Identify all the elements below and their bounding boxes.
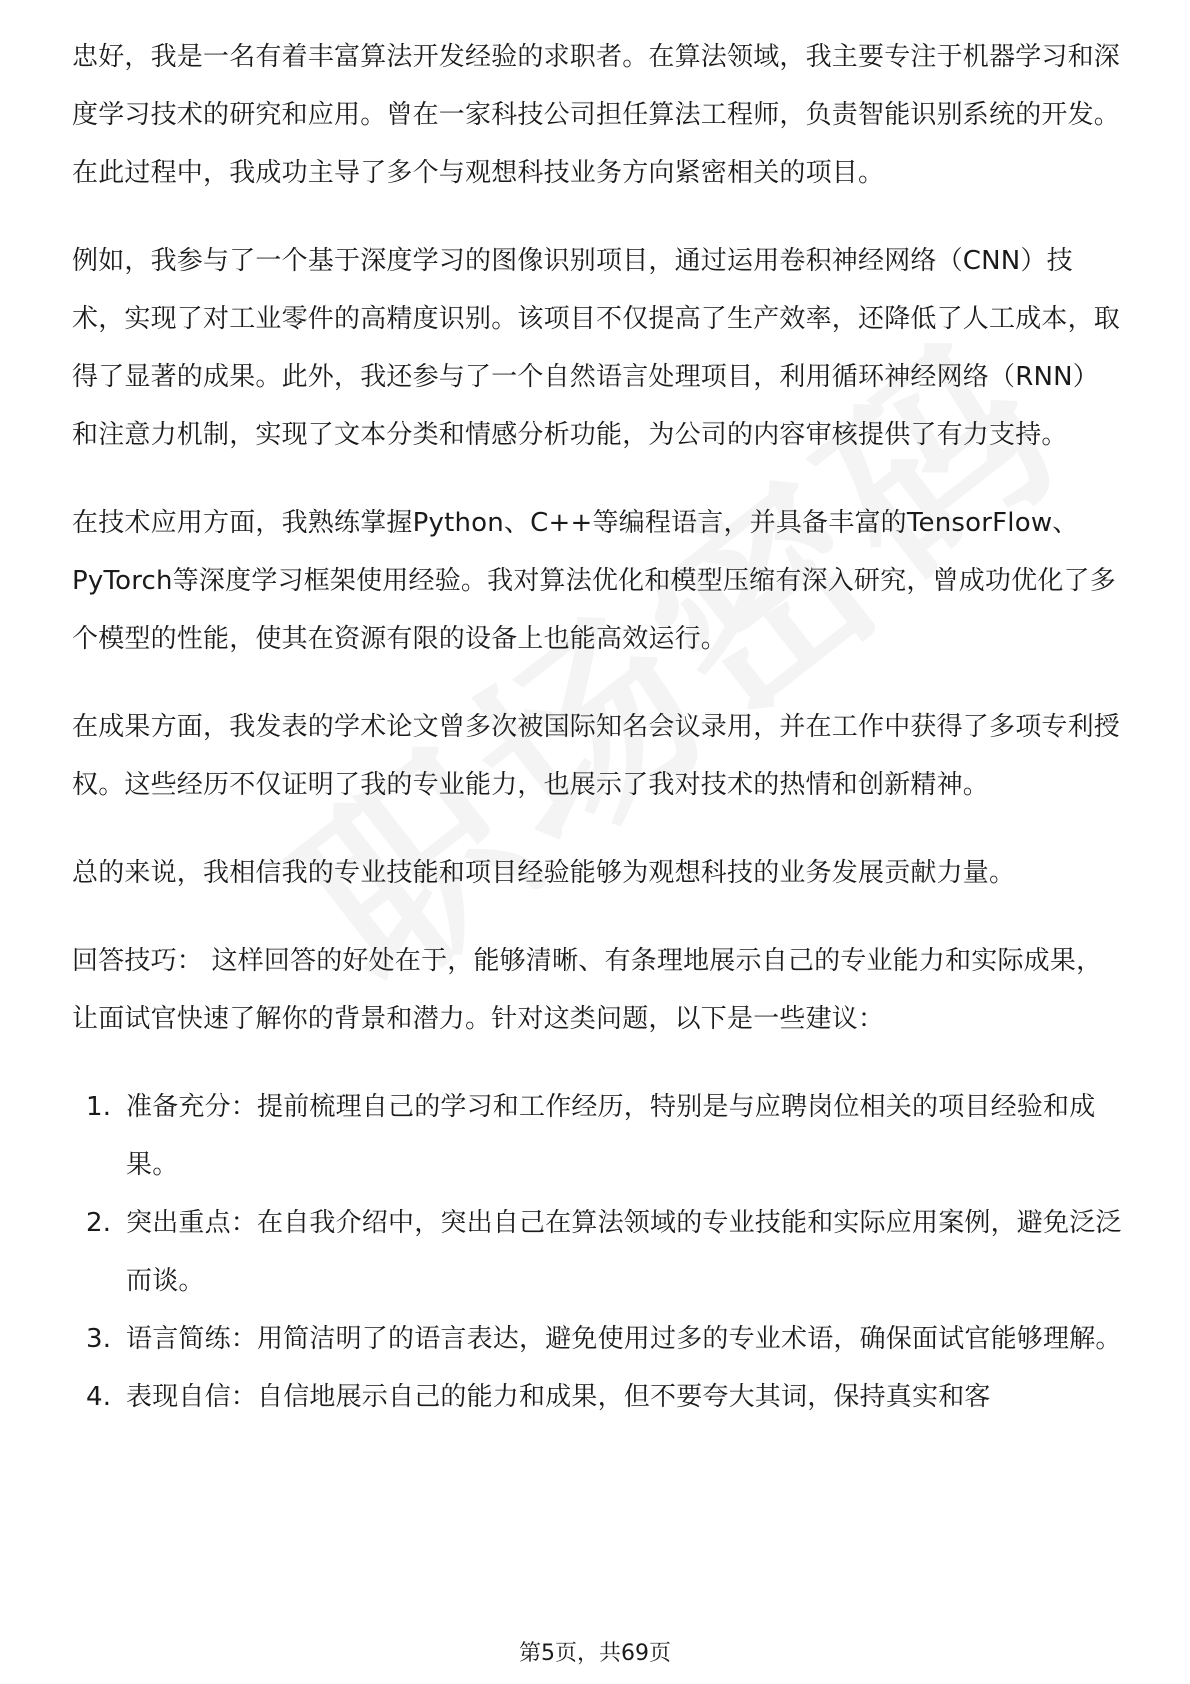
paragraph-example-projects: 例如，我参与了一个基于深度学习的图像识别项目，通过运用卷积神经网络（CNN）技术，实现了对工业零件的高精度识别。该项目不仅提高了生产效率，还降低了人工成本，取得了显著的成果。此外，我还参与了一个自然语言处理项目，利用循环神经网络（RNN）和注意力机制，实现了文本分类和情感分析功能，为公司的内容审核提供了有力支持。: [72, 246, 1121, 450]
list-item: [72, 1368, 1122, 1426]
paragraph-achievements: 在成果方面，我发表的学术论文曾多次被国际知名会议录用，并在工作中获得了多项专利授权。这些经历不仅证明了我的专业能力，也展示了我对技术的热情和创新精神。: [72, 712, 1121, 800]
tips-list: [72, 1078, 1122, 1426]
list-item-text: 准备充分：提前梳理自己的学习和工作经历，特别是与应聘岗位相关的项目经验和成果。: [126, 1092, 1096, 1180]
document-body: [72, 28, 1122, 1426]
paragraph-intro: 忠好，我是一名有着丰富算法开发经验的求职者。在算法领域，我主要专注于机器学习和深度学习技术的研究和应用。曾在一家科技公司担任算法工程师，负责智能识别系统的开发。在此过程中，我成功主导了多个与观想科技业务方向紧密相关的项目。: [72, 42, 1121, 188]
list-item-text: 语言简练：用简洁明了的语言表达，避免使用过多的专业术语，确保面试官能够理解。: [126, 1324, 1122, 1354]
list-item-number: 4.: [86, 1382, 112, 1412]
list-item: [72, 1194, 1122, 1310]
list-item-text: 突出重点：在自我介绍中，突出自己在算法领域的专业技能和实际应用案例，避免泛泛而谈。: [126, 1208, 1122, 1296]
paragraph-tech-application: 在技术应用方面，我熟练掌握Python、C++等编程语言，并具备丰富的TensorFlow、PyTorch等深度学习框架使用经验。我对算法优化和模型压缩有深入研究，曾成功优化了多个模型的性能，使其在资源有限的设备上也能高效运行。: [72, 508, 1116, 654]
list-item: [72, 1310, 1122, 1368]
list-item: [72, 1078, 1122, 1194]
list-item-number: 2.: [86, 1208, 112, 1238]
paragraph-answer-tips: 回答技巧： 这样回答的好处在于，能够清晰、有条理地展示自己的专业能力和实际成果，让面试官快速了解你的背景和潜力。针对这类问题，以下是一些建议：: [72, 946, 1103, 1034]
paragraph-summary: 总的来说，我相信我的专业技能和项目经验能够为观想科技的业务发展贡献力量。: [72, 858, 1016, 888]
list-item-number: 3.: [86, 1324, 112, 1354]
list-item-number: 1.: [86, 1092, 112, 1122]
page-number-footer: 第5页，共69页: [519, 1641, 671, 1666]
list-item-text: 表现自信：自信地展示自己的能力和成果，但不要夸大其词，保持真实和客: [126, 1382, 991, 1412]
